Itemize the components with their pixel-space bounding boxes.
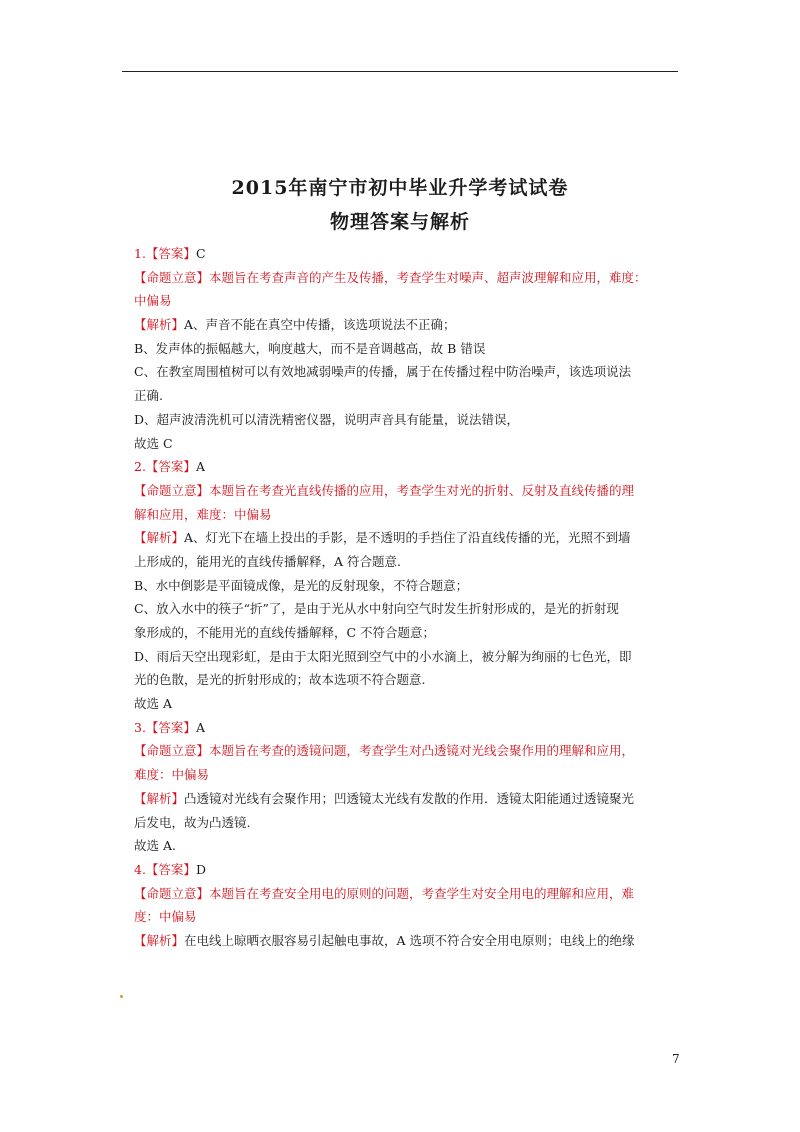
text-line xyxy=(134,384,666,408)
line-text: 难度：中偏易 xyxy=(134,767,210,783)
section-tag: 【命题立意】 xyxy=(134,743,210,759)
text-line xyxy=(134,811,666,835)
text-line xyxy=(134,597,666,621)
text-line xyxy=(134,621,666,645)
text-line xyxy=(134,787,666,811)
margin-mark xyxy=(120,995,123,998)
section-tag: 【解析】 xyxy=(134,530,185,546)
text-line xyxy=(134,266,666,290)
text-line xyxy=(134,408,666,432)
section-tag: 【解析】 xyxy=(134,790,185,806)
line-text: 故选 C xyxy=(134,435,173,451)
text-line xyxy=(134,716,666,740)
section-tag: 【命题立意】 xyxy=(134,885,210,901)
line-text: 象形成的，不能用光的直线传播解释，C 不符合题意； xyxy=(134,625,436,640)
line-text: D、雨后天空出现彩虹，是由于太阳光照到空气中的小水滴上，被分解为绚丽的七色光，即 xyxy=(134,648,632,664)
line-text: A、声音不能在真空中传播，该选项说法不正确； xyxy=(184,317,456,333)
page-number: 7 xyxy=(672,1052,680,1066)
line-text: 后发电，故为凸透镜. xyxy=(134,814,251,830)
line-text: A xyxy=(195,459,205,475)
section-tag: 【解析】 xyxy=(134,932,185,948)
text-line xyxy=(134,503,666,527)
line-text: 在电线上晾晒衣服容易引起触电事故，A 选项不符合安全用电原则；电线上的绝缘 xyxy=(184,932,635,948)
text-line xyxy=(134,929,666,953)
line-text: 解和应用，难度：中偏易 xyxy=(134,506,272,522)
text-line xyxy=(134,668,666,692)
text-line xyxy=(134,882,666,906)
text-line xyxy=(134,550,666,574)
section-tag: 4.【答案】 xyxy=(134,861,196,877)
line-text: 度：中偏易 xyxy=(134,909,197,925)
text-line xyxy=(134,526,666,550)
text-line xyxy=(134,834,666,858)
text-line xyxy=(134,574,666,598)
text-line xyxy=(134,479,666,503)
section-tag: 【解析】 xyxy=(134,317,185,333)
line-text: 光的色散，是光的折射形成的；故本选项不符合题意. xyxy=(134,672,426,688)
line-text: 本题旨在考查声音的产生及传播，考查学生对噪声、超声波理解和应用，难度： xyxy=(209,269,647,285)
line-text: B、发声体的振幅越大，响度越大，而不是音调越高，故 B 错误 xyxy=(134,340,486,356)
text-line xyxy=(134,432,666,456)
line-text: 故选 A xyxy=(134,696,173,712)
line-text: 凸透镜对光线有会聚作用；凹透镜太光线有发散的作用．透镜太阳能通过透镜聚光 xyxy=(184,790,635,806)
line-text: 本题旨在考查光直线传播的应用，考查学生对光的折射、反射及直线传播的理 xyxy=(209,482,635,498)
text-line xyxy=(134,905,666,929)
text-line xyxy=(134,858,666,882)
text-line xyxy=(134,692,666,716)
text-line xyxy=(134,313,666,337)
line-text: D xyxy=(195,861,206,877)
line-text: B、水中倒影是平面镜成像，是光的反射现象，不符合题意； xyxy=(134,577,469,593)
line-text: C、放入水中的筷子“折”了，是由于光从水中射向空气时发生折射形成的，是光的折射现 xyxy=(134,601,619,617)
text-line xyxy=(134,360,666,384)
text-line xyxy=(134,337,666,361)
text-line xyxy=(134,645,666,669)
line-text: 本题旨在考查安全用电的原则的问题，考查学生对安全用电的理解和应用，难 xyxy=(209,885,635,901)
text-line xyxy=(134,739,666,763)
line-text: C xyxy=(195,246,206,261)
line-text: 故选 A. xyxy=(134,838,176,854)
section-tag: 【命题立意】 xyxy=(134,482,210,498)
line-text: A xyxy=(195,719,205,735)
page-title: 2015年南宁市初中毕业升学考试试卷 xyxy=(231,177,569,199)
text-line xyxy=(134,763,666,787)
line-text: 上形成的，能用光的直线传播解释，A 符合题意. xyxy=(134,553,401,569)
page-subtitle: 物理答案与解析 xyxy=(329,211,470,233)
answer-content xyxy=(134,242,666,953)
line-text: A、灯光下在墙上投出的手影，是不透明的手挡住了沿直线传播的光，光照不到墙 xyxy=(184,530,631,546)
section-tag: 1.【答案】 xyxy=(134,246,196,261)
line-text: 本题旨在考查的透镜问题，考查学生对凸透镜对光线会聚作用的理解和应用， xyxy=(209,743,635,759)
header-rule xyxy=(122,71,678,72)
section-tag: 【命题立意】 xyxy=(134,269,210,285)
section-tag: 3.【答案】 xyxy=(134,719,196,735)
line-text: C、在教室周围植树可以有效地减弱噪声的传播，属于在传播过程中防治噪声，该选项说法 xyxy=(134,364,632,380)
line-text: D、超声波清洗机可以清洗精密仪器，说明声音具有能量，说法错误， xyxy=(134,411,520,427)
text-line xyxy=(134,455,666,479)
text-line xyxy=(134,289,666,313)
section-tag: 2.【答案】 xyxy=(134,459,196,475)
text-line xyxy=(134,242,666,266)
line-text: 中偏易 xyxy=(134,293,172,309)
line-text: 正确. xyxy=(134,388,163,404)
